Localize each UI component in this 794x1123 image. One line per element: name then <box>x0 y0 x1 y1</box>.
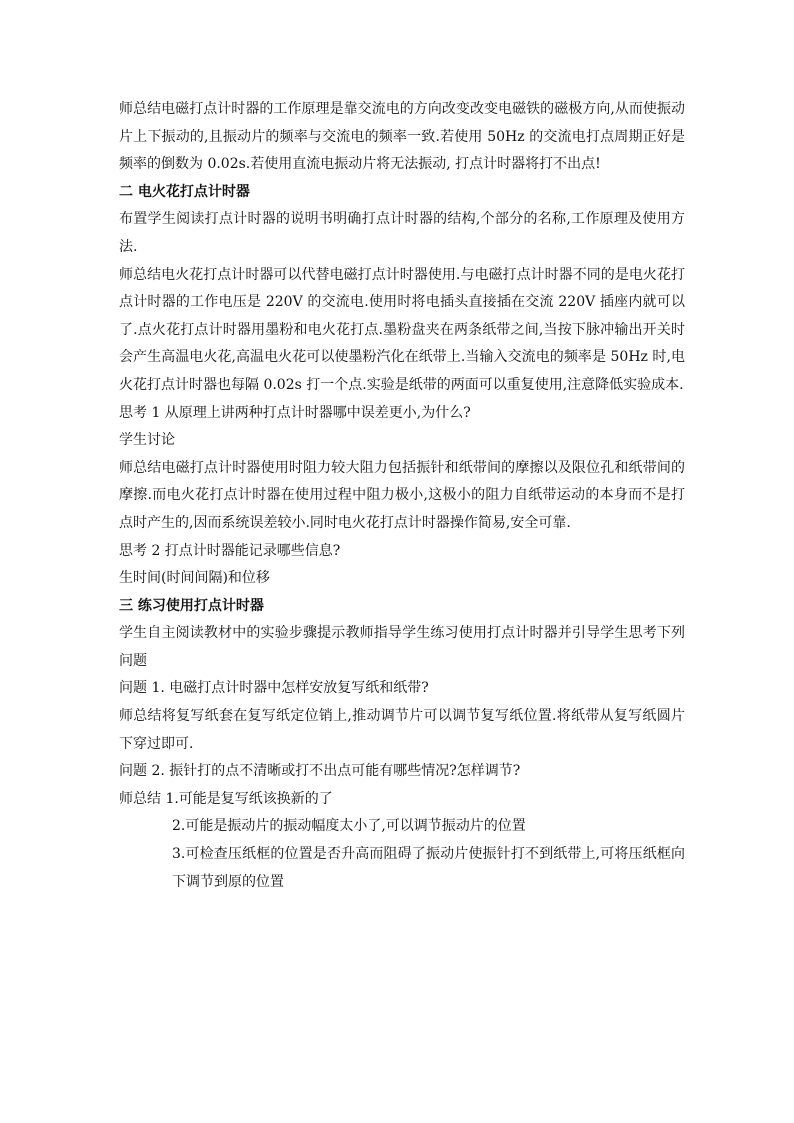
section-heading-spark-timer: 二 电火花打点计时器 <box>119 183 250 200</box>
paragraph-problem-2-answer-2: 2.可能是振动片的振动幅度太小了,可以调节振动片的位置 <box>172 818 526 835</box>
paragraph-question-1: 思考 1 从原理上讲两种打点计时器哪中误差更小,为什么? <box>119 404 471 421</box>
paragraph-error-summary: 师总结电磁打点计时器使用时阻力较大阻力包括振针和纸带间的摩擦以及限位孔和纸带间的摩擦.而电火花打点计时器在使用过程中阻力极小,这极小的阻力自纸带运动的本身而不是打点时产生的,因而系统误差较小.同时电火花打点计时器操作简易,安全可靠. <box>119 459 685 531</box>
paragraph-question-2: 思考 2 打点计时器能记录哪些信息? <box>119 542 341 559</box>
paragraph-problem-2-answer-3: 3.可检查压纸框的位置是否升高而阻碍了振动片使振针打不到纸带上,可将压纸框向下调节到原的位置 <box>172 846 685 890</box>
paragraph-read-manual: 布置学生阅读打点计时器的说明书明确打点计时器的结构,个部分的名称,工作原理及使用方法. <box>119 211 685 255</box>
paragraph-spark-timer-summary: 师总结电火花打点计时器可以代替电磁打点计时器使用.与电磁打点计时器不同的是电火花打点计时器的工作电压是 220V 的交流电.使用时将电插头直接插在交流 220V 插座内就可以了.点火花打点计时器用墨粉和电火花打点.墨粉盘夹在两条纸带之间,当按下脉冲输出开关时会产生高温电火花,高温电火花可以使墨粉汽化在纸带上.当输入交流电的频率是 50Hz 时,电火花打点计时器也每隔 0.02s 打一个点.实验是纸带的两面可以重复使用,注意降低实验成本. <box>119 266 685 393</box>
paragraph-student-discussion: 学生讨论 <box>119 432 175 449</box>
paragraph-problem-1: 问题 1. 电磁打点计时器中怎样安放复写纸和纸带? <box>119 680 429 697</box>
paragraph-problem-2: 问题 2. 振针打的点不清晰或打不出点可能有哪些情况?怎样调节? <box>119 763 521 780</box>
document-page <box>119 96 685 896</box>
paragraph-problem-1-answer: 师总结将复写纸套在复写纸定位销上,推动调节片可以调节复写纸位置.将纸带从复写纸圆片下穿过即可. <box>119 708 685 752</box>
paragraph-problem-2-answer-1: 师总结 1.可能是复写纸该换新的了 <box>119 790 333 807</box>
paragraph-electromagnetic-principle: 师总结电磁打点计时器的工作原理是靠交流电的方向改变改变电磁铁的磁极方向,从而使振动片上下振动的,且振动片的频率与交流电的频率一致.若使用 50Hz 的交流电打点周期正好是频率的倒数为 0.02s.若使用直流电振动片将无法振动, 打点计时器将打不出点! <box>119 101 685 173</box>
paragraph-self-study: 学生自主阅读教材中的实验步骤提示教师指导学生练习使用打点计时器并引导学生思考下列问题 <box>119 625 685 669</box>
section-heading-practice: 三 练习使用打点计时器 <box>119 597 264 614</box>
paragraph-answer-2: 生时间(时间间隔)和位移 <box>119 570 270 587</box>
